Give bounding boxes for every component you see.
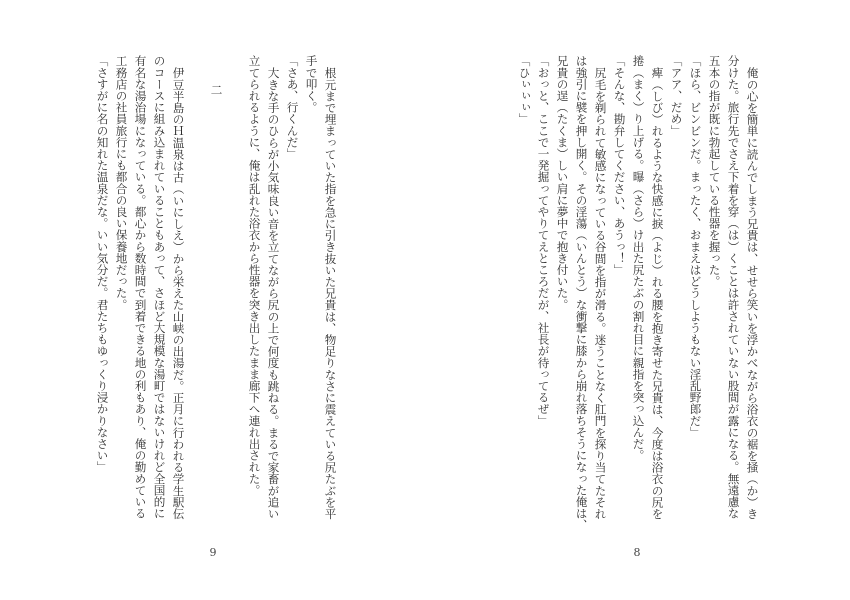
page-number-left: 9 xyxy=(209,546,217,559)
dialogue-line: 「さあ、行くんだ」 xyxy=(285,55,300,160)
page-number-right: 8 xyxy=(633,546,641,559)
text-line: 手で叩く。 xyxy=(304,55,319,113)
text-line: 捲（まく）り上げる。曝（さら）け出た尻たぶの割れ目に親指を突っ込んだ。 xyxy=(631,55,646,461)
text-line: 分けた。旅行先でさえ下着を穿（は）くことは許されていない股間が露になる。無遠慮な xyxy=(726,55,741,519)
left-page-body xyxy=(93,55,340,535)
text-line: 五本の指が既に勃起している性器を握った。 xyxy=(707,55,722,287)
text-line: 有名な湯治場になっている。都心から数時間で到着できる地の利もあり、俺の勤めている xyxy=(133,55,148,519)
dialogue-line: 「アア、だめ」 xyxy=(669,55,684,137)
blank-line xyxy=(188,55,207,535)
text-line: のコースに組み込まれていることもあって、さほど大規模な湯町ではないけれど全国的に xyxy=(152,55,167,519)
text-line: は強引に襞を押し開く。その淫蕩（いんとう）な衝撃に膝から崩れ落ちそうになった俺は、 xyxy=(574,55,589,531)
dialogue-line: 「おっと、ここで一発掘ってやりてえところだが、社長が待ってるぜ」 xyxy=(536,55,551,427)
text-line: 尻毛を剃られて敏感になっている谷間を指が滑る。迷うことなく肛門を探り当てたそれ xyxy=(593,66,608,519)
text-line: 伊豆半島のＨ温泉は古（いにしえ）から栄えた山峡の出湯だ。正月に行われる学生駅伝 xyxy=(171,66,186,519)
text-line: 根元まで埋まっていた指を急に引き抜いた兄貴は、物足りなさに震えている尻たぶを平 xyxy=(323,66,338,519)
section-heading: 二 xyxy=(209,84,224,96)
dialogue-line: 「ほら、ビンビンだ。まったく、おまえはどうしようもない淫乱野郎だ」 xyxy=(688,55,703,438)
text-line: 大きな手のひらが小気味良い音を立てながら尻の上で何度も跳ねる。まるで家畜が追い xyxy=(266,66,281,519)
dialogue-line: 「さすがに名の知れた温泉だな。いい気分だ。君たちもゆっくり浸かりなさい」 xyxy=(95,55,110,473)
text-line: 俺の心を簡単に読んでしまう兄貴は、せせら笑いを浮かべながら浴衣の裾を掻（か）き xyxy=(745,66,760,519)
text-line: 工務店の社員旅行にも都合の良い保養地だった。 xyxy=(114,55,129,311)
right-page-body xyxy=(515,55,762,535)
text-line: 立てられるように、俺は乱れた浴衣から性器を突き出したまま廊下へ連れ出された。 xyxy=(247,55,262,496)
blank-line xyxy=(226,55,245,535)
text-line: 痺（しび）れるような快感に捩（よじ）れる腰を抱き寄せた兄貴は、今度は浴衣の尻を xyxy=(650,66,665,519)
dialogue-line: 「そんな、勘弁してください、あうっ！」 xyxy=(612,55,627,276)
dialogue-line: 「ひぃぃぃ」 xyxy=(517,55,532,125)
text-line: 兄貴の逞（たくま）しい肩に夢中で抱き付いた。 xyxy=(555,55,570,311)
